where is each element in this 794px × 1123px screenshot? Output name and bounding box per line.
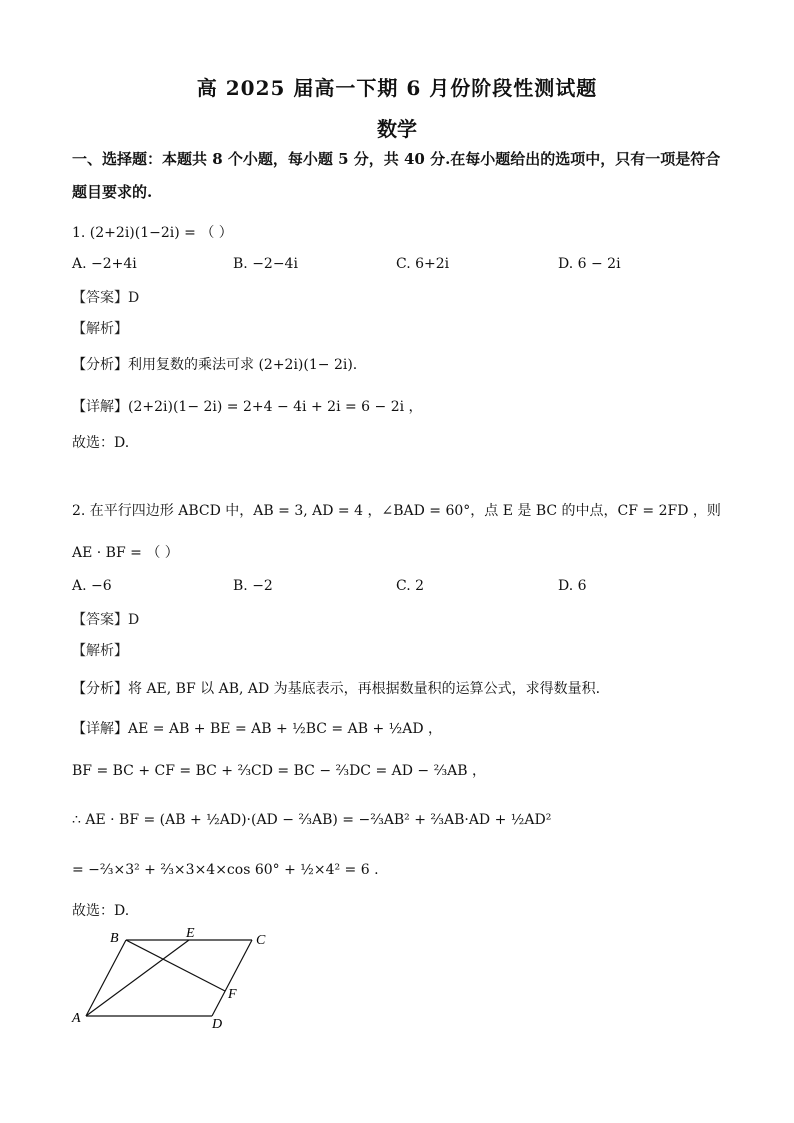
- edge-cd: [212, 940, 252, 1016]
- label-c: C: [256, 933, 266, 948]
- q2-detail-3: ∴ AE · BF = (AB + ½AD)·(AD − ⅔AB) = −⅔AB² + ⅔AB·AD + ½AD²: [72, 812, 552, 828]
- q2-analysis-label: 【解析】: [72, 643, 128, 659]
- label-b: B: [110, 931, 119, 946]
- segment-bf: [126, 940, 225, 991]
- q1-analysis-label: 【解析】: [72, 321, 128, 337]
- q1-detail: 【详解】(2+2i)(1− 2i) = 2+4 − 4i + 2i = 6 − 2i ，: [72, 399, 423, 415]
- q2-fenxi: 【分析】将 AE, BF 以 AB, AD 为基底表示，再根据数量积的运算公式，求得数量积.: [72, 681, 601, 697]
- q2-detail-2: BF = BC + CF = BC + ⅔CD = BC − ⅔DC = AD − ⅔AB ，: [72, 763, 487, 779]
- q2-detail-4: = −⅔×3² + ⅔×3×4×cos 60° + ½×4² = 6 .: [72, 862, 379, 878]
- q2-answer: 【答案】D: [72, 612, 140, 628]
- page-title: 高 2025 届高一下期 6 月份阶段性测试题: [196, 76, 598, 100]
- q2-stem-line2: AE · BF = （ ）: [72, 545, 179, 561]
- q2-option-d: D. 6: [558, 578, 587, 594]
- q1-option-a: A. −2+4i: [72, 256, 137, 272]
- label-a: A: [72, 1011, 81, 1026]
- subject-title: 数学: [377, 117, 417, 141]
- label-f: F: [228, 987, 237, 1002]
- q1-option-c: C. 6+2i: [396, 256, 450, 272]
- label-d: D: [212, 1017, 223, 1030]
- label-e: E: [186, 926, 195, 941]
- section-heading: 一、选择题：本题共 8 个小题，每小题 5 分，共 40 分.在每小题给出的选项中，只有一项是符合题目要求的.: [72, 150, 721, 201]
- q2-option-c: C. 2: [396, 578, 425, 594]
- q2-stem-line1: 2. 在平行四边形 ABCD 中，AB = 3, AD = 4 ，∠BAD = 60°，点 E 是 BC 的中点，CF = 2FD ，则: [72, 503, 721, 519]
- q1-conclusion: 故选：D.: [72, 435, 130, 451]
- q1-option-d: D. 6 − 2i: [558, 256, 621, 272]
- q2-option-a: A. −6: [72, 578, 112, 594]
- parallelogram-figure: [66, 926, 286, 1030]
- q1-fenxi: 【分析】利用复数的乘法可求 (2+2i)(1− 2i).: [72, 357, 358, 373]
- segment-ae: [86, 940, 189, 1016]
- q1-option-b: B. −2−4i: [233, 256, 298, 272]
- edge-ab: [86, 940, 126, 1016]
- q2-conclusion: 故选：D.: [72, 903, 130, 919]
- q2-option-b: B. −2: [233, 578, 273, 594]
- q1-stem: 1. (2+2i)(1−2i) = （ ）: [72, 225, 233, 241]
- q1-answer: 【答案】D: [72, 290, 140, 306]
- q2-detail-1: 【详解】AE = AB + BE = AB + ½BC = AB + ½AD ，: [72, 721, 443, 737]
